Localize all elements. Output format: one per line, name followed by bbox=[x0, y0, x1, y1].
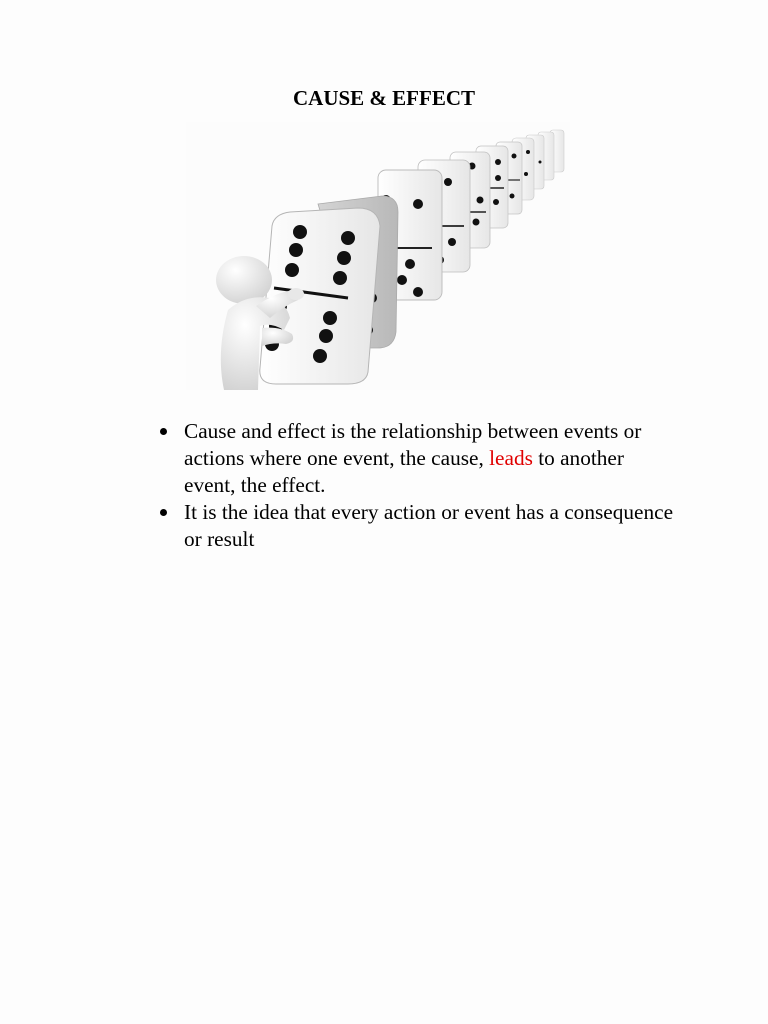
bullet-text-part: Cause and effect is the relationship between events or actions where one event, the cause, bbox=[184, 419, 642, 470]
bullet-text-part: It is the idea that every action or event has a consequence or result bbox=[184, 500, 674, 551]
domino-row bbox=[378, 130, 564, 300]
page-title: CAUSE & EFFECT bbox=[292, 86, 476, 110]
highlighted-word: leads bbox=[489, 446, 533, 470]
bullet-text-part: to another event, the effect. bbox=[184, 446, 624, 497]
list-item bbox=[160, 499, 680, 553]
bullet-dot-icon bbox=[160, 428, 167, 435]
list-item bbox=[160, 418, 680, 499]
dominoes-illustration bbox=[186, 122, 570, 390]
bullet-list bbox=[160, 418, 680, 553]
dominoes-image bbox=[186, 122, 570, 390]
bullet-dot-icon bbox=[160, 509, 167, 516]
